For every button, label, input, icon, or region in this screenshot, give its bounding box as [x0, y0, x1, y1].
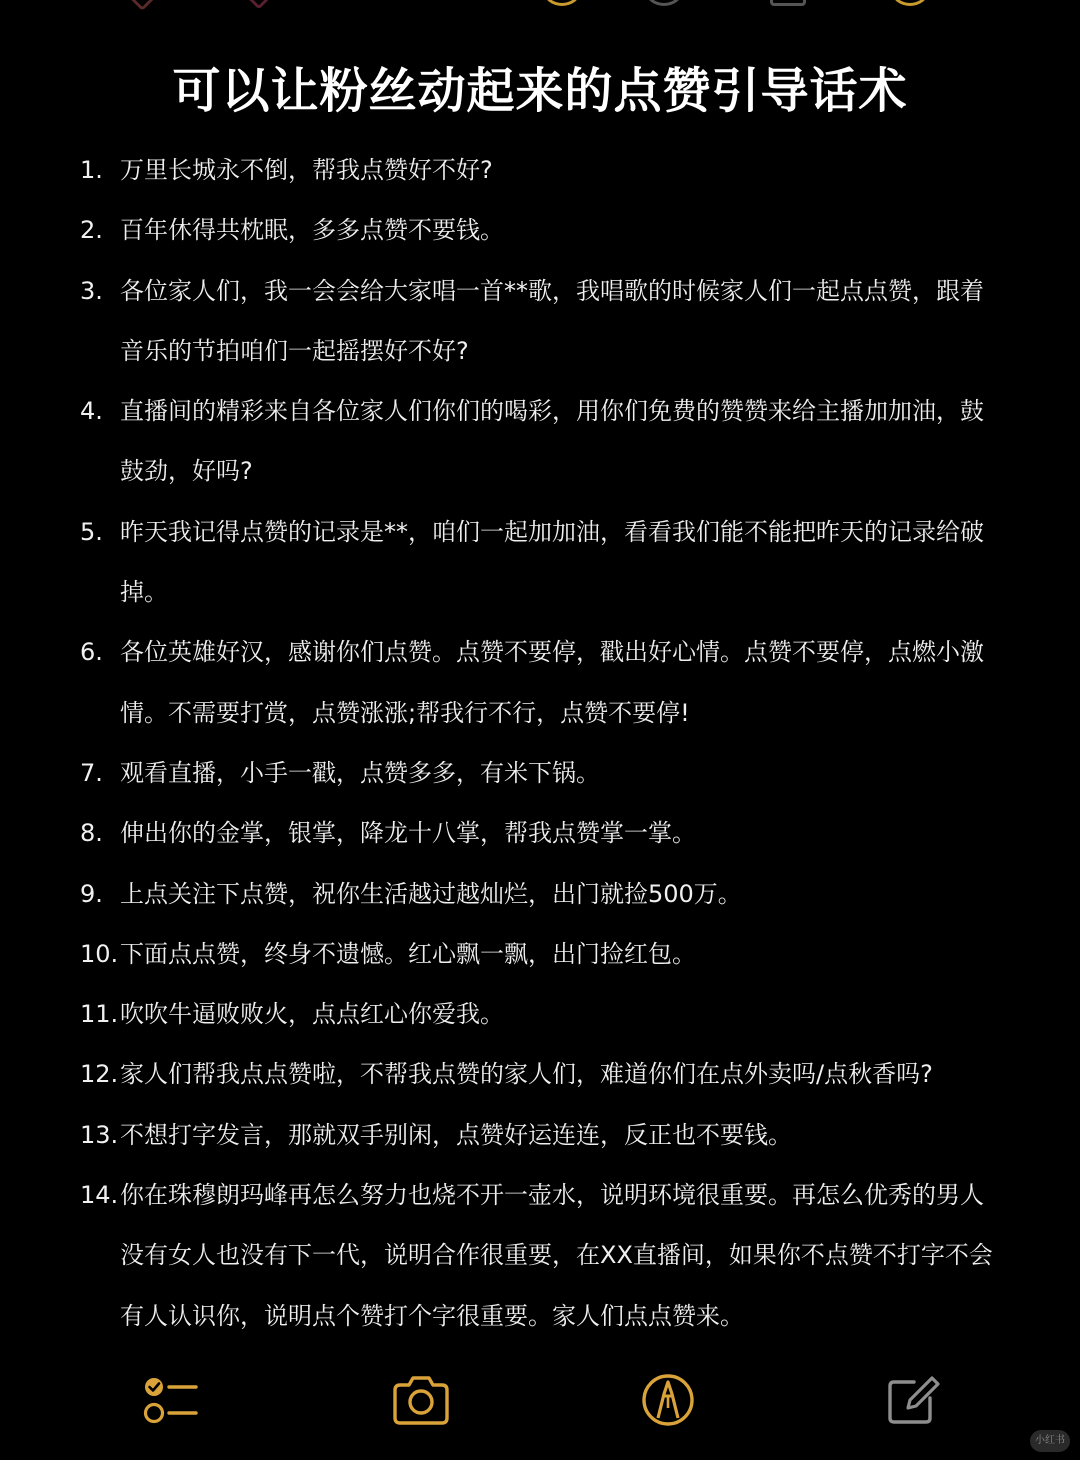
item-number: 6.	[80, 638, 103, 667]
item-number: 5.	[80, 517, 103, 546]
list-item	[80, 924, 1000, 984]
list-item	[80, 1105, 1000, 1165]
camera-icon[interactable]	[389, 1368, 453, 1432]
item-number: 11.	[80, 1000, 119, 1029]
top-partial-icon	[124, 0, 162, 11]
item-text: 上点关注下点赞，祝你生活越过越灿烂，出门就捡500万。	[120, 879, 742, 908]
item-text: 各位英雄好汉，感谢你们点赞。点赞不要停，戳出好心情。点赞不要停，点燃小激情。不需要打赏，点赞涨涨;帮我行不行，点赞不要停!	[120, 638, 984, 727]
note-list[interactable]	[80, 140, 1000, 1346]
item-number: 4.	[80, 397, 103, 426]
item-number: 12.	[80, 1060, 119, 1089]
item-number: 7.	[80, 758, 103, 787]
item-number: 1.	[80, 156, 103, 184]
top-partial-icon	[646, 0, 682, 6]
top-partial-icon	[892, 0, 928, 6]
list-item	[80, 140, 1000, 200]
list-item	[80, 1165, 1000, 1346]
list-item	[80, 200, 1000, 260]
markup-pen-icon[interactable]	[636, 1368, 700, 1432]
item-text: 万里长城永不倒，帮我点赞好不好?	[120, 156, 493, 184]
top-partial-icon	[243, 0, 278, 10]
item-number: 3.	[80, 276, 103, 305]
list-item	[80, 261, 1000, 382]
item-number: 9.	[80, 879, 103, 908]
top-partial-icon	[544, 0, 580, 6]
item-text: 家人们帮我点点赞啦，不帮我点赞的家人们，难道你们在点外卖吗/点秋香吗?	[120, 1060, 933, 1089]
item-text: 下面点点赞，终身不遗憾。红心飘一飘，出门捡红包。	[120, 939, 696, 968]
item-text: 直播间的精彩来自各位家人们你们的喝彩，用你们免费的赞赞来给主播加加油，鼓鼓劲，好吗?	[120, 397, 984, 486]
item-text: 昨天我记得点赞的记录是**，咱们一起加加油，看看我们能不能把昨天的记录给破掉。	[120, 517, 984, 607]
list-item	[80, 381, 1000, 502]
list-item	[80, 984, 1000, 1044]
watermark-logo: 小红书	[1030, 1430, 1070, 1452]
item-number: 8.	[80, 819, 103, 848]
checklist-icon[interactable]	[138, 1368, 202, 1432]
item-text: 观看直播，小手一戳，点赞多多，有米下锅。	[120, 758, 600, 787]
list-item	[80, 743, 1000, 803]
item-number: 2.	[80, 216, 103, 245]
top-toolbar-partial	[0, 0, 1080, 8]
item-text: 吹吹牛逼败败火，点点红心你爱我。	[120, 1000, 504, 1029]
item-text: 你在珠穆朗玛峰再怎么努力也烧不开一壶水，说明环境很重要。再怎么优秀的男人没有女人也没有下一代，说明合作很重要，在XX直播间，如果你不点赞不打字不会有人认识你，说明点个赞打个字很重要。家人们点点赞来。	[120, 1181, 993, 1330]
list-item	[80, 502, 1000, 623]
item-text: 各位家人们，我一会会给大家唱一首**歌，我唱歌的时候家人们一起点点赞，跟着音乐的节拍咱们一起摇摆好不好?	[120, 276, 984, 365]
item-number: 14.	[80, 1181, 119, 1210]
item-text: 百年休得共枕眠，多多点赞不要钱。	[120, 216, 504, 245]
item-number: 10.	[80, 939, 119, 968]
list-item	[80, 864, 1000, 924]
bottom-toolbar	[0, 1368, 1080, 1432]
list-item	[80, 622, 1000, 743]
item-text: 不想打字发言，那就双手别闲，点赞好运连连，反正也不要钱。	[120, 1120, 792, 1149]
list-item	[80, 803, 1000, 863]
compose-icon[interactable]	[880, 1368, 944, 1432]
list-item	[80, 1044, 1000, 1104]
note-title: 可以让粉丝动起来的点赞引导话术	[172, 63, 908, 119]
top-partial-icon	[770, 0, 806, 6]
item-number: 13.	[80, 1120, 119, 1149]
item-text: 伸出你的金掌，银掌，降龙十八掌，帮我点赞掌一掌。	[120, 819, 696, 848]
